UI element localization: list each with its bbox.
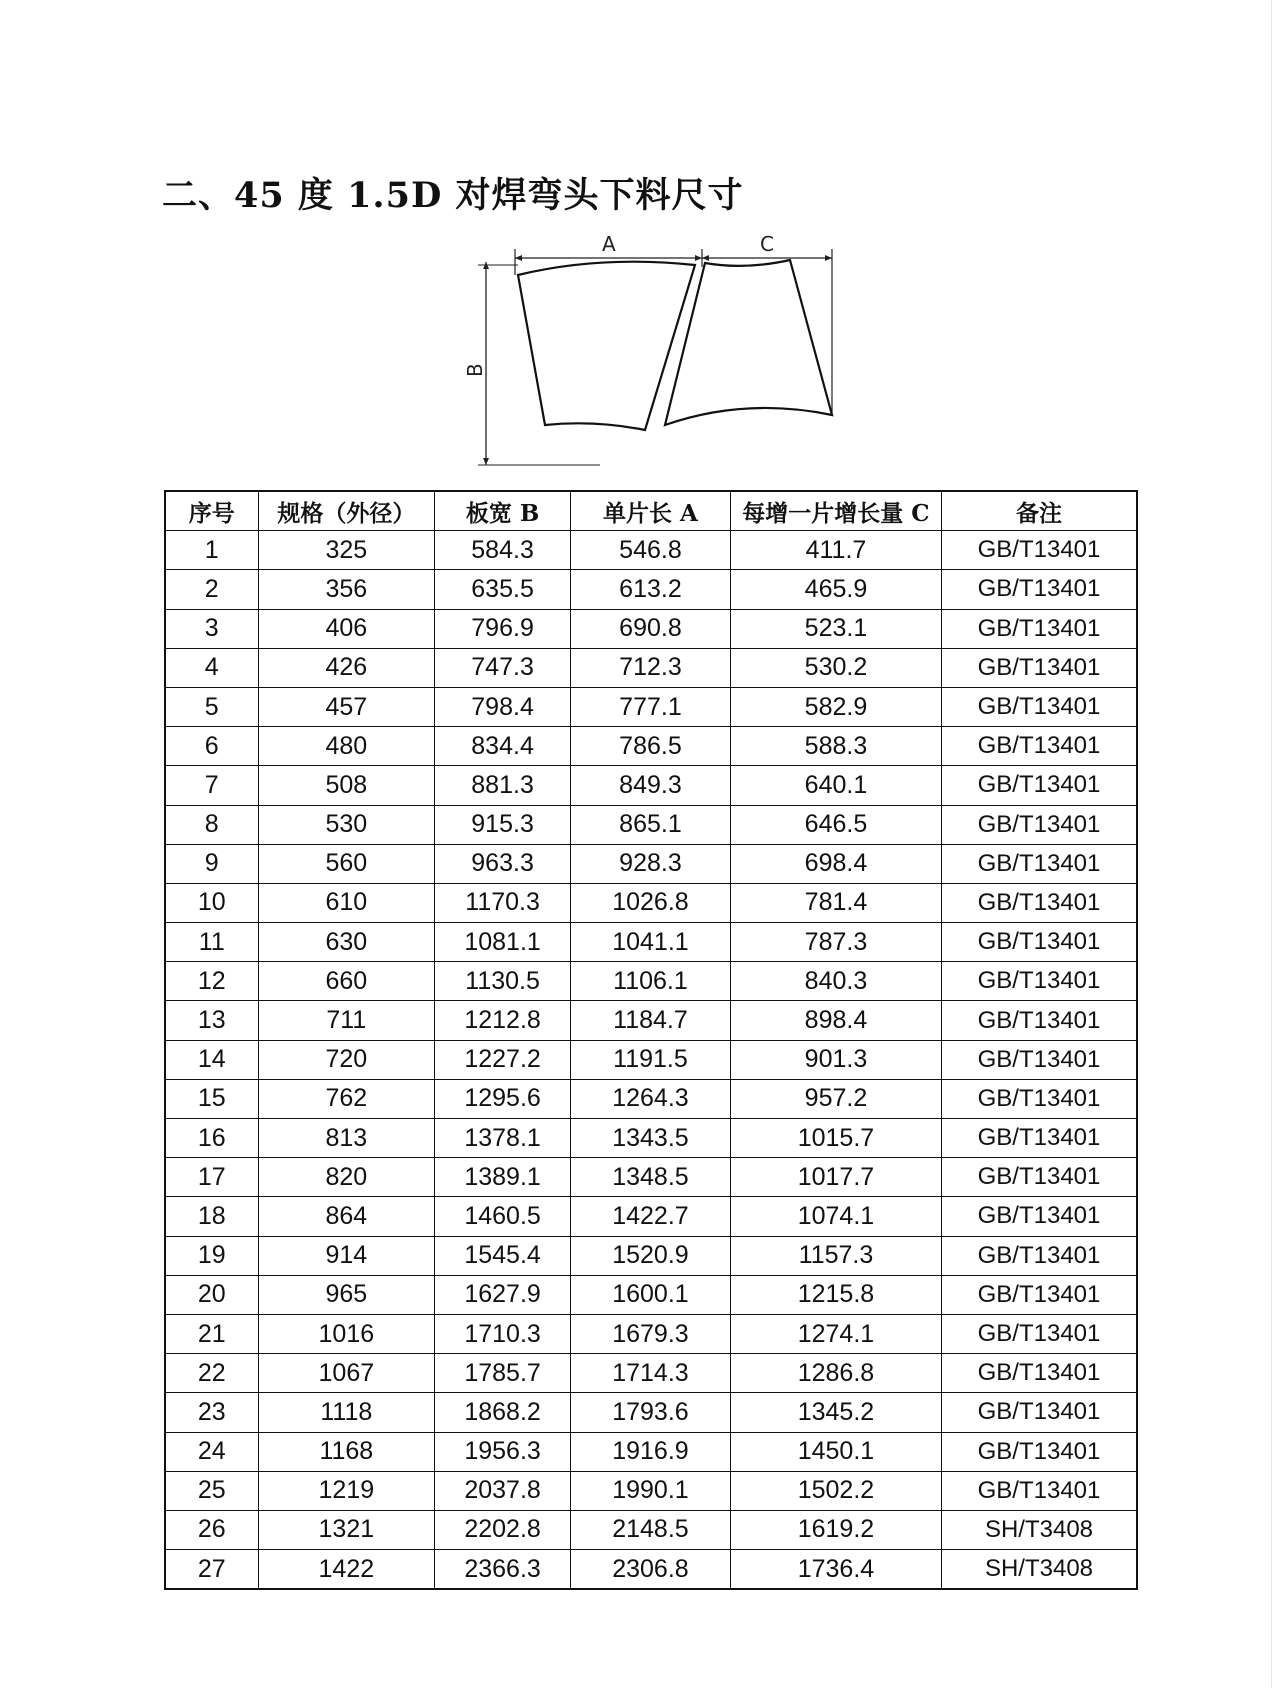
cell-spec-od: 1016 — [258, 1314, 435, 1353]
cutting-size-table — [164, 490, 1138, 1590]
cell-remarks: GB/T13401 — [942, 727, 1137, 766]
cell-plate-width-b: 1710.3 — [435, 1314, 571, 1353]
table-row — [165, 727, 1137, 766]
cell-piece-length-a: 777.1 — [571, 687, 731, 726]
cell-piece-length-a: 546.8 — [571, 531, 731, 570]
header-spec-od: 规格（外径） — [258, 491, 435, 531]
cell-piece-length-a: 1422.7 — [571, 1197, 731, 1236]
header-index: 序号 — [165, 491, 258, 531]
cell-piece-length-a: 712.3 — [571, 648, 731, 687]
cell-piece-length-a: 1600.1 — [571, 1275, 731, 1314]
cell-plate-width-b: 1295.6 — [435, 1079, 571, 1118]
cell-plate-width-b: 1545.4 — [435, 1236, 571, 1275]
cell-increment-c: 646.5 — [730, 805, 941, 844]
cell-increment-c: 465.9 — [730, 570, 941, 609]
table-row — [165, 1040, 1137, 1079]
cell-index: 8 — [165, 805, 258, 844]
cell-plate-width-b: 1785.7 — [435, 1354, 571, 1393]
cell-increment-c: 640.1 — [730, 766, 941, 805]
cell-spec-od: 711 — [258, 1001, 435, 1040]
cell-spec-od: 1321 — [258, 1510, 435, 1549]
cell-plate-width-b: 798.4 — [435, 687, 571, 726]
table-body — [165, 531, 1137, 1590]
cell-spec-od: 813 — [258, 1119, 435, 1158]
header-plate-width-b: 板宽 B — [435, 491, 571, 531]
cell-plate-width-b: 1081.1 — [435, 923, 571, 962]
cell-plate-width-b: 1212.8 — [435, 1001, 571, 1040]
cell-spec-od: 965 — [258, 1275, 435, 1314]
label-a: A — [602, 232, 616, 256]
cell-plate-width-b: 1130.5 — [435, 962, 571, 1001]
cell-plate-width-b: 1378.1 — [435, 1119, 571, 1158]
cell-increment-c: 901.3 — [730, 1040, 941, 1079]
cell-index: 7 — [165, 766, 258, 805]
cell-increment-c: 898.4 — [730, 1001, 941, 1040]
cell-piece-length-a: 1714.3 — [571, 1354, 731, 1393]
cell-plate-width-b: 1460.5 — [435, 1197, 571, 1236]
cell-piece-length-a: 1793.6 — [571, 1393, 731, 1432]
cell-index: 27 — [165, 1550, 258, 1590]
cell-increment-c: 1074.1 — [730, 1197, 941, 1236]
cell-piece-length-a: 1679.3 — [571, 1314, 731, 1353]
cell-increment-c: 1215.8 — [730, 1275, 941, 1314]
cell-index: 17 — [165, 1158, 258, 1197]
cell-spec-od: 508 — [258, 766, 435, 805]
table-row — [165, 687, 1137, 726]
table-row — [165, 1471, 1137, 1510]
cell-index: 11 — [165, 923, 258, 962]
cell-index: 23 — [165, 1393, 258, 1432]
table-row — [165, 883, 1137, 922]
cell-piece-length-a: 1916.9 — [571, 1432, 731, 1471]
cell-plate-width-b: 834.4 — [435, 727, 571, 766]
cell-spec-od: 325 — [258, 531, 435, 570]
cell-piece-length-a: 1026.8 — [571, 883, 731, 922]
table-row — [165, 1432, 1137, 1471]
cell-spec-od: 864 — [258, 1197, 435, 1236]
table-row — [165, 609, 1137, 648]
cell-remarks: GB/T13401 — [942, 1432, 1137, 1471]
cell-index: 26 — [165, 1510, 258, 1549]
table-row — [165, 1510, 1137, 1549]
cell-increment-c: 1274.1 — [730, 1314, 941, 1353]
label-c: C — [760, 232, 774, 256]
cell-increment-c: 1017.7 — [730, 1158, 941, 1197]
cell-remarks: GB/T13401 — [942, 1393, 1137, 1432]
cell-spec-od: 660 — [258, 962, 435, 1001]
cell-remarks: GB/T13401 — [942, 766, 1137, 805]
table-row — [165, 1314, 1137, 1353]
cell-plate-width-b: 584.3 — [435, 531, 571, 570]
cell-increment-c: 530.2 — [730, 648, 941, 687]
cell-spec-od: 356 — [258, 570, 435, 609]
cell-index: 10 — [165, 883, 258, 922]
cell-plate-width-b: 1956.3 — [435, 1432, 571, 1471]
cell-spec-od: 530 — [258, 805, 435, 844]
table-row — [165, 648, 1137, 687]
cell-index: 15 — [165, 1079, 258, 1118]
cell-increment-c: 582.9 — [730, 687, 941, 726]
cell-spec-od: 1168 — [258, 1432, 435, 1471]
cell-plate-width-b: 2037.8 — [435, 1471, 571, 1510]
cell-increment-c: 1015.7 — [730, 1119, 941, 1158]
cell-piece-length-a: 928.3 — [571, 844, 731, 883]
cell-remarks: SH/T3408 — [942, 1550, 1137, 1590]
cell-piece-length-a: 1106.1 — [571, 962, 731, 1001]
elbow-cutting-diagram — [463, 232, 840, 475]
cell-plate-width-b: 635.5 — [435, 570, 571, 609]
cell-increment-c: 588.3 — [730, 727, 941, 766]
table-row — [165, 923, 1137, 962]
cell-increment-c: 698.4 — [730, 844, 941, 883]
cell-plate-width-b: 2366.3 — [435, 1550, 571, 1590]
cell-spec-od: 720 — [258, 1040, 435, 1079]
cell-spec-od: 630 — [258, 923, 435, 962]
cell-index: 14 — [165, 1040, 258, 1079]
cell-remarks: GB/T13401 — [942, 1275, 1137, 1314]
cell-index: 21 — [165, 1314, 258, 1353]
cell-spec-od: 820 — [258, 1158, 435, 1197]
cell-piece-length-a: 690.8 — [571, 609, 731, 648]
cell-plate-width-b: 747.3 — [435, 648, 571, 687]
table-row — [165, 805, 1137, 844]
cell-spec-od: 914 — [258, 1236, 435, 1275]
cell-spec-od: 1219 — [258, 1471, 435, 1510]
table-row — [165, 1354, 1137, 1393]
cell-increment-c: 787.3 — [730, 923, 941, 962]
cell-remarks: GB/T13401 — [942, 805, 1137, 844]
cell-index: 13 — [165, 1001, 258, 1040]
cell-index: 12 — [165, 962, 258, 1001]
cell-piece-length-a: 1990.1 — [571, 1471, 731, 1510]
cell-index: 3 — [165, 609, 258, 648]
cell-piece-length-a: 1191.5 — [571, 1040, 731, 1079]
label-b: B — [463, 363, 487, 377]
page-title: 二、45 度 1.5D 对焊弯头下料尺寸 — [162, 175, 744, 216]
cell-remarks: GB/T13401 — [942, 844, 1137, 883]
cell-plate-width-b: 1170.3 — [435, 883, 571, 922]
cell-plate-width-b: 1227.2 — [435, 1040, 571, 1079]
cell-increment-c: 1619.2 — [730, 1510, 941, 1549]
cell-remarks: GB/T13401 — [942, 1314, 1137, 1353]
cell-piece-length-a: 865.1 — [571, 805, 731, 844]
cell-increment-c: 957.2 — [730, 1079, 941, 1118]
cell-plate-width-b: 915.3 — [435, 805, 571, 844]
cell-remarks: GB/T13401 — [942, 687, 1137, 726]
cell-remarks: GB/T13401 — [942, 1236, 1137, 1275]
cell-index: 24 — [165, 1432, 258, 1471]
cell-spec-od: 1118 — [258, 1393, 435, 1432]
table-row — [165, 1079, 1137, 1118]
cell-increment-c: 1345.2 — [730, 1393, 941, 1432]
cell-spec-od: 1422 — [258, 1550, 435, 1590]
table-row — [165, 1119, 1137, 1158]
cell-increment-c: 1286.8 — [730, 1354, 941, 1393]
cell-remarks: GB/T13401 — [942, 609, 1137, 648]
cell-plate-width-b: 1868.2 — [435, 1393, 571, 1432]
cell-remarks: GB/T13401 — [942, 1119, 1137, 1158]
cell-piece-length-a: 1041.1 — [571, 923, 731, 962]
cell-spec-od: 1067 — [258, 1354, 435, 1393]
cell-piece-length-a: 1520.9 — [571, 1236, 731, 1275]
cell-index: 18 — [165, 1197, 258, 1236]
cell-spec-od: 610 — [258, 883, 435, 922]
cell-index: 20 — [165, 1275, 258, 1314]
table-row — [165, 1001, 1137, 1040]
table-row — [165, 531, 1137, 570]
cell-index: 19 — [165, 1236, 258, 1275]
cell-plate-width-b: 1627.9 — [435, 1275, 571, 1314]
cell-remarks: GB/T13401 — [942, 570, 1137, 609]
cell-piece-length-a: 1264.3 — [571, 1079, 731, 1118]
cell-index: 22 — [165, 1354, 258, 1393]
table-header-row — [165, 491, 1137, 531]
cell-piece-length-a: 613.2 — [571, 570, 731, 609]
cell-piece-length-a: 849.3 — [571, 766, 731, 805]
table-row — [165, 844, 1137, 883]
table-row — [165, 1158, 1137, 1197]
cell-piece-length-a: 2148.5 — [571, 1510, 731, 1549]
elbow-segment-left — [518, 262, 695, 430]
cell-index: 5 — [165, 687, 258, 726]
cell-plate-width-b: 1389.1 — [435, 1158, 571, 1197]
cell-index: 1 — [165, 531, 258, 570]
table-row — [165, 1393, 1137, 1432]
cell-spec-od: 762 — [258, 1079, 435, 1118]
table-row — [165, 766, 1137, 805]
cell-remarks: SH/T3408 — [942, 1510, 1137, 1549]
cell-remarks: GB/T13401 — [942, 1001, 1137, 1040]
cell-piece-length-a: 1343.5 — [571, 1119, 731, 1158]
cell-increment-c: 1450.1 — [730, 1432, 941, 1471]
table-row — [165, 1275, 1137, 1314]
cell-remarks: GB/T13401 — [942, 648, 1137, 687]
cell-piece-length-a: 786.5 — [571, 727, 731, 766]
cell-piece-length-a: 2306.8 — [571, 1550, 731, 1590]
cell-increment-c: 1157.3 — [730, 1236, 941, 1275]
cell-remarks: GB/T13401 — [942, 1197, 1137, 1236]
cell-plate-width-b: 796.9 — [435, 609, 571, 648]
cell-remarks: GB/T13401 — [942, 923, 1137, 962]
cell-remarks: GB/T13401 — [942, 1471, 1137, 1510]
table-row — [165, 1197, 1137, 1236]
table-row — [165, 1550, 1137, 1590]
cell-increment-c: 781.4 — [730, 883, 941, 922]
cell-remarks: GB/T13401 — [942, 883, 1137, 922]
cell-remarks: GB/T13401 — [942, 1040, 1137, 1079]
cell-remarks: GB/T13401 — [942, 531, 1137, 570]
cell-plate-width-b: 881.3 — [435, 766, 571, 805]
cell-spec-od: 457 — [258, 687, 435, 726]
cell-increment-c: 523.1 — [730, 609, 941, 648]
cell-index: 6 — [165, 727, 258, 766]
cell-increment-c: 411.7 — [730, 531, 941, 570]
cell-index: 25 — [165, 1471, 258, 1510]
cell-spec-od: 560 — [258, 844, 435, 883]
cell-index: 16 — [165, 1119, 258, 1158]
cell-increment-c: 1736.4 — [730, 1550, 941, 1590]
cell-index: 9 — [165, 844, 258, 883]
header-remarks: 备注 — [942, 491, 1137, 531]
cell-piece-length-a: 1348.5 — [571, 1158, 731, 1197]
diagram-svg — [463, 232, 840, 475]
cell-remarks: GB/T13401 — [942, 1079, 1137, 1118]
cell-spec-od: 406 — [258, 609, 435, 648]
header-increment-c: 每增一片增长量 C — [730, 491, 941, 531]
cell-remarks: GB/T13401 — [942, 1354, 1137, 1393]
header-piece-length-a: 单片长 A — [571, 491, 731, 531]
cell-spec-od: 426 — [258, 648, 435, 687]
cell-remarks: GB/T13401 — [942, 1158, 1137, 1197]
scan-edge-line — [1271, 0, 1272, 1688]
cell-plate-width-b: 2202.8 — [435, 1510, 571, 1549]
cell-remarks: GB/T13401 — [942, 962, 1137, 1001]
cell-spec-od: 480 — [258, 727, 435, 766]
cell-index: 4 — [165, 648, 258, 687]
table-row — [165, 962, 1137, 1001]
cell-index: 2 — [165, 570, 258, 609]
cell-increment-c: 1502.2 — [730, 1471, 941, 1510]
cell-piece-length-a: 1184.7 — [571, 1001, 731, 1040]
table-row — [165, 570, 1137, 609]
cell-increment-c: 840.3 — [730, 962, 941, 1001]
table-row — [165, 1236, 1137, 1275]
cell-plate-width-b: 963.3 — [435, 844, 571, 883]
